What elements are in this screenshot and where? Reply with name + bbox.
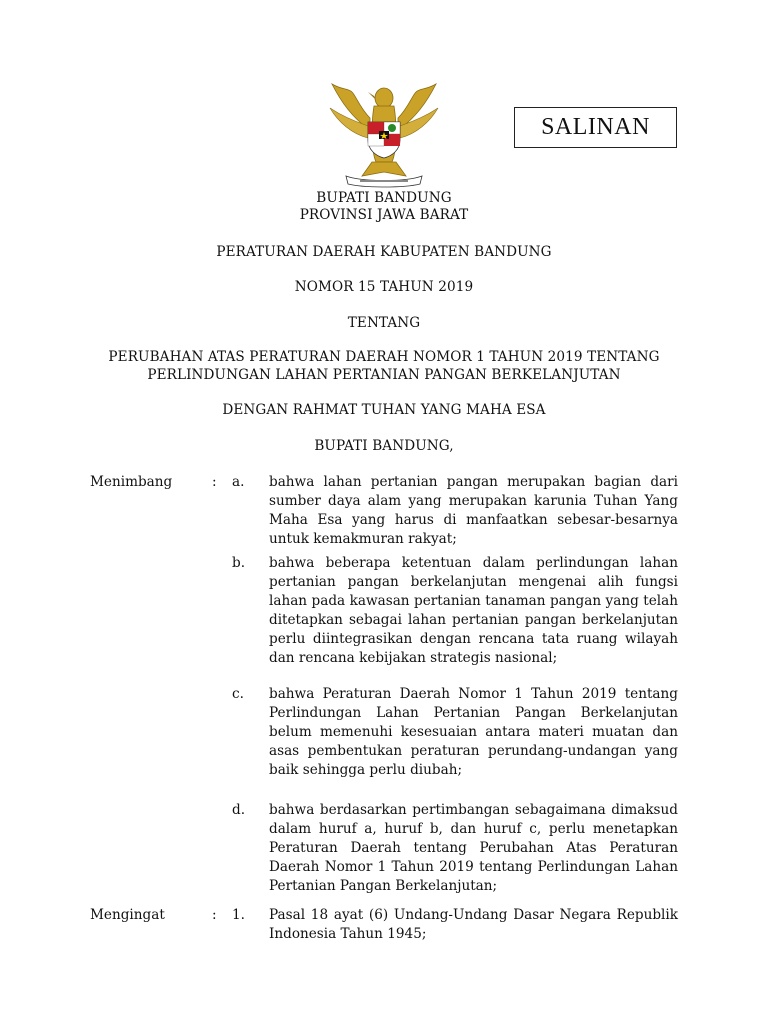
mengingat-item-1-mark: 1. — [232, 907, 245, 923]
mengingat-item-1-text: Pasal 18 ayat (6) Undang-Undang Dasar Negara Republik Indonesia Tahun 1945; — [269, 907, 678, 942]
province-title: PROVINSI JAWA BARAT — [299, 207, 469, 223]
regulation-title: PERATURAN DAERAH KABUPATEN BANDUNG — [216, 244, 552, 260]
regulation-number: NOMOR 15 TAHUN 2019 — [294, 279, 474, 295]
menimbang-item-a-mark: a. — [232, 474, 245, 490]
subject-line-1: PERUBAHAN ATAS PERATURAN DAERAH NOMOR 1 TAHUN 2019 TENTANG — [108, 349, 660, 365]
subject-line-2: PERLINDUNGAN LAHAN PERTANIAN PANGAN BERKELANJUTAN — [147, 367, 621, 383]
garuda-emblem-icon — [322, 78, 446, 190]
menimbang-item-a-text: bahwa lahan pertanian pangan merupakan bagian dari sumber daya alam yang merupakan karunia Tuhan Yang Maha Esa yang harus di manfaatkan sebesar-besarnya untuk kemakmuran rakyat; — [269, 474, 678, 547]
about-heading: TENTANG — [347, 315, 421, 331]
menimbang-item-c-mark: c. — [232, 686, 244, 702]
mengingat-colon: : — [212, 907, 217, 923]
issuer-title: BUPATI BANDUNG — [316, 190, 452, 206]
blessing-line: DENGAN RAHMAT TUHAN YANG MAHA ESA — [222, 402, 546, 418]
menimbang-item-b-text: bahwa beberapa ketentuan dalam perlindungan lahan pertanian pangan berkelanjutan mengenai alih fungsi lahan pada kawasan pertanian tanaman pangan yang telah ditetapkan sebagai lahan pertanian pangan berkelanjutan perlu diintegrasikan dengan rencana tata ruang wilayah dan rencana kebijakan strategis nasional; — [269, 555, 678, 666]
menimbang-colon: : — [212, 474, 217, 490]
salinan-stamp: SALINAN — [514, 107, 677, 148]
regent-line: BUPATI BANDUNG, — [314, 438, 454, 454]
menimbang-item-c-text: bahwa Peraturan Daerah Nomor 1 Tahun 2019 tentang Perlindungan Lahan Pertanian Pangan Berkelanjutan belum memenuhi kesesuaian antara materi muatan dan asas pembentukan peraturan perundang-undangan yang baik sehingga perlu diubah; — [269, 686, 678, 778]
menimbang-label: Menimbang — [90, 474, 173, 490]
menimbang-item-b-mark: b. — [232, 555, 246, 571]
menimbang-item-d-mark: d. — [232, 802, 246, 818]
menimbang-item-d-text: bahwa berdasarkan pertimbangan sebagaimana dimaksud dalam huruf a, huruf b, dan huruf c, perlu menetapkan Peraturan Daerah tentang Perubahan Atas Peraturan Daerah Nomor 1 Tahun 2019 tentang Perlindungan Lahan Pertanian Pangan Berkelanjutan; — [269, 802, 678, 894]
mengingat-label: Mengingat — [90, 907, 165, 923]
